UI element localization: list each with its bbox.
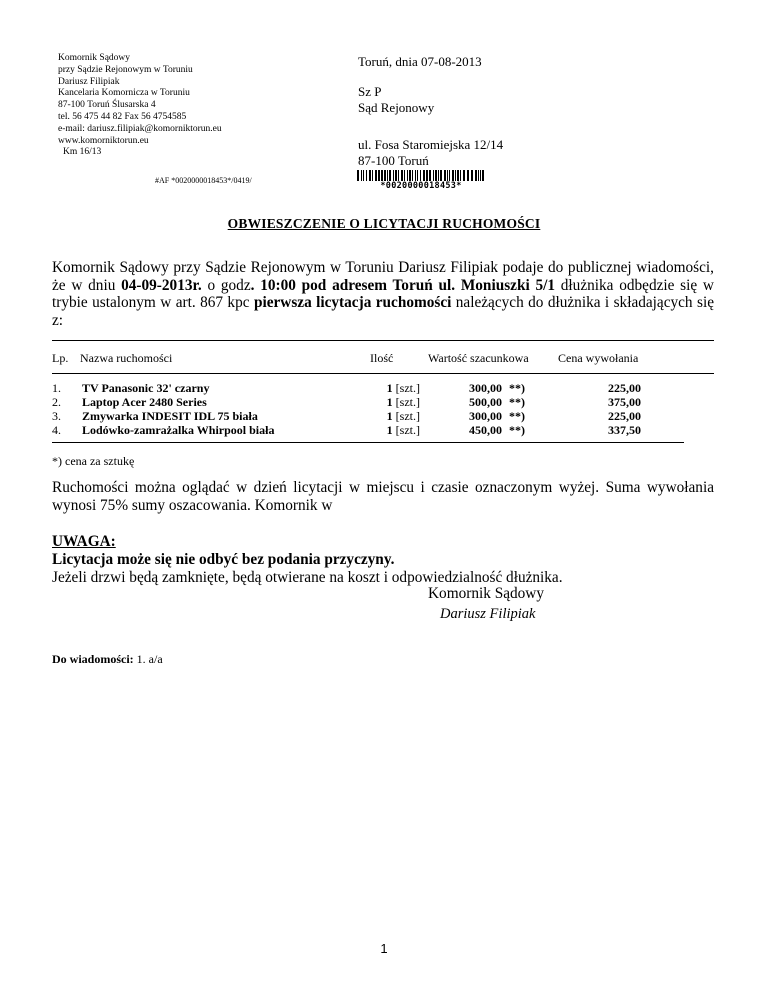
row-price: 225,00 (608, 409, 641, 423)
place-date: Toruń, dnia 07-08-2013 (358, 54, 482, 69)
sender-line: przy Sądzie Rejonowym w Toruniu (58, 64, 193, 75)
row-name: Lodówko-zamrażalka Whirpool biała (82, 423, 275, 437)
row-lp: 1. (52, 381, 61, 395)
signature: Dariusz Filipiak (440, 606, 536, 622)
row-qty: 1 [szt.] (386, 395, 420, 409)
signer-title: Komornik Sądowy (428, 585, 544, 602)
row-price: 375,00 (608, 395, 641, 409)
row-qty: 1 [szt.] (386, 423, 420, 437)
case-number: Km 16/13 (63, 147, 102, 158)
row-value: 450,00 (469, 423, 502, 437)
recipient-block (358, 54, 503, 170)
barcode-text: *0020000018453* (380, 181, 462, 191)
reference-code: #AF *0020000018453*/0419/ (155, 176, 252, 185)
table-row (0, 381, 768, 395)
row-lp: 2. (52, 395, 61, 409)
sender-line: Dariusz Filipiak (58, 76, 120, 87)
sender-line: 87-100 Toruń Ślusarska 4 (58, 100, 156, 111)
table-body (0, 381, 768, 437)
recipient-salutation: Sz P (358, 83, 382, 99)
row-mark: **) (509, 395, 525, 409)
intro-text: dłużnika odbędzie się w trybie ustalonym w art. 867 kpc (52, 276, 714, 312)
row-qty: 1 [szt.] (386, 381, 420, 395)
header-lp: Lp. (52, 351, 69, 365)
header-qty: Ilość (370, 351, 394, 365)
header-price: Cena wywołania (558, 351, 639, 365)
header-value: Wartość szacunkowa (428, 351, 529, 365)
cc-line (52, 652, 163, 667)
sender-line: Kancelaria Komornicza w Toruniu (58, 88, 190, 99)
row-name: Zmywarka INDESIT IDL 75 biała (82, 409, 258, 423)
row-lp: 4. (52, 423, 61, 437)
intro-text: Komornik Sądowy przy Sądzie Rejonowym w Toruniu Dariusz Filipiak podaje do publicznej wiadomości, że w dniu (52, 259, 714, 294)
row-mark: **) (509, 409, 525, 423)
barcode-bars (357, 170, 485, 181)
intro-text: o godz (201, 276, 251, 294)
sender-line: Komornik Sądowy (58, 53, 131, 63)
barcode (357, 170, 485, 191)
row-qty: 1 [szt.] (386, 409, 420, 423)
row-name: TV Panasonic 32' czarny (82, 381, 210, 395)
page-number: 1 (380, 941, 388, 956)
table-row (0, 409, 768, 423)
row-value: 500,00 (469, 395, 502, 409)
recipient-city: 87-100 Toruń (358, 153, 429, 168)
viewing-paragraph: Ruchomości można oglądać w dzień licytacji w miejscu i czasie oznaczonym wyżej. Suma wywołania wynosi 75% sumy oszacowania. Komornik w (52, 479, 714, 514)
document-title: OBWIESZCZENIE O LICYTACJI RUCHOMOŚCI (227, 216, 541, 231)
warning-bold-line: Licytacja może się nie odbyć bez podania przyczyny. (52, 550, 395, 568)
table-header-rule (52, 373, 714, 374)
row-mark: **) (509, 423, 525, 437)
table-bottom-rule (52, 442, 684, 443)
row-price: 337,50 (608, 423, 641, 437)
auction-date: 04-09-2013r. (121, 276, 202, 294)
intro-text: należących do dłużnika i składających się z: (52, 294, 714, 330)
row-value: 300,00 (469, 381, 502, 395)
warning-heading: UWAGA: (52, 533, 116, 550)
header-name: Nazwa ruchomości (80, 351, 173, 365)
intro-paragraph (52, 259, 714, 330)
recipient-name: Sąd Rejonowy (358, 100, 435, 115)
auction-time-place: . 10:00 pod adresem Toruń ul. Moniuszki 5/1 (250, 276, 556, 294)
row-name: Laptop Acer 2480 Series (82, 395, 207, 409)
table-row (0, 395, 768, 409)
warning-block (52, 533, 563, 586)
sender-line: tel. 56 475 44 82 Fax 56 4754585 (58, 111, 187, 122)
row-price: 225,00 (608, 381, 641, 395)
row-lp: 3. (52, 409, 61, 423)
sender-line: www.komorniktorun.eu (58, 135, 149, 146)
warning-line: Jeżeli drzwi będą zamknięte, będą otwierane na koszt i odpowiedzialność dłużnika. (52, 568, 563, 586)
cc-label: Do wiadomości: (52, 652, 134, 666)
row-mark: **) (509, 381, 525, 395)
sender-line: e-mail: dariusz.filipiak@komorniktorun.eu (58, 123, 222, 134)
footnote: *) cena za sztukę (52, 454, 135, 468)
row-value: 300,00 (469, 409, 502, 423)
sender-block (58, 53, 222, 159)
table-top-rule (52, 340, 714, 341)
recipient-street: ul. Fosa Staromiejska 12/14 (358, 136, 504, 152)
table-row (0, 423, 768, 437)
auction-type: pierwsza licytacja ruchomości (253, 294, 452, 312)
cc-value: 1. a/a (133, 652, 163, 666)
